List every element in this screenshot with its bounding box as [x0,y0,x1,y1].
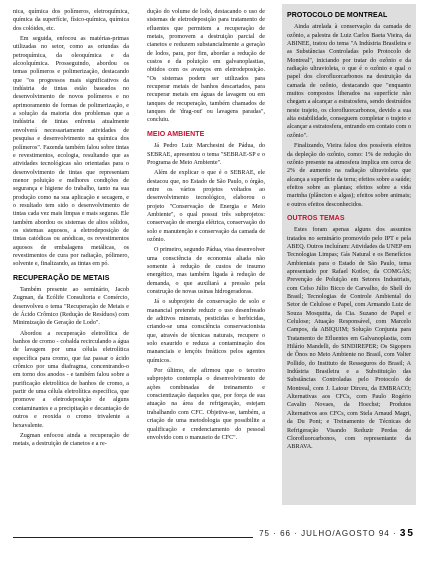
paragraph: Também presente ao seminário, Jacob Zugman, da Ecólife Consultoria e Comércio, desenvolveu o tema "Recuperação de Metais e de Ácido Crômico (Redução de Resíduos) com Minimização de Geração de Lodo". [13,287,129,327]
paragraph: Estes foram apenas alguns dos assuntos tratados no seminário promovido pelo IPT e pela ABEQ. Outros incluíram: Atividades da UNEP em Tecnologias Limpas; Gás Natural e os Benefícios Ambientais para o Estado de São Paulo, tema apresentado por Rafael Kotlov, da COMGÁS; Prevenção de Poluição em Setores Industriais, com Celso Júlio Bicco de Carvalho, do Shell do Brasil; Tecnologias de Controle Ambiental do Setor de Celulose e Papel, com Armando Luiz de Souza Mosquitta, da Cia. Suzano de Papel e Celulose; Atuação Responsável, com Marcelo Campos, da ABIQUIM; Solução Conjunta para Tratamento de Efluentes em Galvanoplastia, com Hilário Mandelli, do SINDIREPER; Os Sigopers de Ônos no Meio Ambiente no Brasil, com Valter Pollido, do Instituto de Resseguros do Brasil; A Indústria Brasileira e a Substituição das Substâncias Controladas pelo Protocolo de Montreal, com J. Latour Dirceu, da EMBRACO; Alternativas aos CFCs, com Paulo Rogério Cavalin Novaes, da Hoechst; Produtos Alternativos aos CFCs, com Stela Arnaud Magri, da Du Pont; e Treinamento de Técnicas de Refrigeração Visando Reduzir Perdas de Clorofluorcarbonos, com representante da ABRAVA. [287,227,411,451]
paragraph: Abordou a recuperação eletrolítica de banhos de cromo - cobalda recirculando a água de lavagem por uma célula eletrolítica específica para cromo, que faz passar o ácido crômico por uma diafragma, concentrando-o em torno dos anodos - e também falou sobre a purificação eletrolítica de banhos de cromo, a partir de uma célula eletrolítica específica, que promove a eletrodeposição de alguns contaminantes e a precipitação e decantação de outros e reoxida o cromo trivalente a hexavalente. [13,330,129,429]
paragraph: nica, química dos polímeros, eletroquímica, química da superfície, físico-química, química dos colóides, etc. [13,9,129,32]
page-number: 35 [399,528,415,539]
paragraph: Já Pedro Luiz Marchesini de Pádua, do SEBRAE, apresentou o tema "SEBRAE-SP e o Programa de Meio Ambiente". [147,143,265,166]
footer-issue [253,528,415,539]
paragraph: Finalizando, Vieira falou dos possíveis efeitos da depleção do ozônio, como: 1% de redução do ozônio presente na atmosfera implica em cerca de 2% de aumento na radiação ultravioleta que alcança a superfície da terra; efeitos sobre a saúde; efeitos sobre as plantas; efeitos sobre a vida marinha (plâncton e algas); efeitos sobre animais; e outros efeitos desconhecidos. [287,143,411,208]
column-2 [147,8,265,444]
paragraph: dução do volume de lodo, destacando o uso de sistemas de eletrodeposição para tratamento de efluentes que permitem a recuperação de metais, promovem a destruição parcial de cianetos e reduzem substancialmente a geração de lodos, para, por fim, abordar a redução de custos e da poluição em galvanoplastias, obtidos com os avanços em eletrodeposição. "Os sistemas podem ser utilizados para recuperar metais de banhos descartados, para recuperar metais em águas de lavagem ou em tanques de recuperação, também chamados de tanques de 'drag-out' ou lavagens paradas", concluiu. [147,9,265,124]
issue-label: 75 · 66 · JULHO/AGOSTO 94 · [259,529,397,538]
paragraph: Zugman enfocou ainda a recuperação de metais, a destruição de cianetos e a re- [13,432,129,448]
column-1 [13,8,129,451]
column-3 [282,8,416,454]
paragraph: Em seguida, enfocou as matérias-primas utilizadas no setor, como as oriundas da petroquímica, da oleoquímica e da alcoolquímica. Prosseguindo, abordou os temas polímeros e polimerização, destacando que "os progressos mais significativos da indústria de tintas estão baseados no desenvolvimento de novos polímeros e no aprimoramento de formas de polimerização, e a solução da maioria dos problemas que a indústria de tintas enfrenta atualmente envolverá necessariamente atividades de pesquisa e desenvolvimento na química dos polímeros". Fazenda também falou sobre tintas e revestimentos, ecologia, resultando que as atividades tecnológicas são orientadas para o desenvolvimento de tintas que representam menor poluição e melhores condições de segurança e higiene do trabalho, tanto na sua produção como na sua aplicação e secagem, e o resultado tem sido o desenvolvimento de tintas cada vez mais limpas e mais seguras. Ele também abordou os sistemas de altos sólidos, os sistemas aquosos, a eletrodeposição de tintas catódicas ou anódicas, os revestimentos aquosos de embalagens metálicas, os revestimentos de cura por radiação, pólimero, solvente e, finalizando, as tintas em pó. [13,36,129,268]
section-heading-recuperacao: RECUPERAÇÃO DE METAIS [13,274,110,282]
section-heading-meio-ambiente: MEIO AMBIENTE [147,130,205,138]
page-footer [0,528,428,544]
paragraph: O primeiro, segundo Pádua, visa desenvolver uma consciência de economia aliada não somente à redução de custos de insumo energético, mas também ligada à redução de demanda, o que auxiliará a pressão pela construção de novas usinas hidrogeradoras. [147,247,265,295]
paragraph: Além de explicar o que é o SEBRAE, ele destacou que, no Estado de São Paulo, o órgão, entre os vários projetos voltados ao desenvolvimento tecnológico, elaborou o projeto "Conservação de Energia e Meio Ambiente", o qual possui três subprojetos: conservação de energia elétrica, conservação do solo e manutenção e conservação da camada de ozônio. [147,170,265,243]
section-heading-protocolo: PROTOCOLO DE MONTREAL [287,12,388,19]
paragraph: Já o subprojeto de conservação de solo e manancial pretende reduzir o uso desenfreado de aditivos minerais, pesticidas e herbicidas, criando-se uma consciência conservacionista que, através de técnicas naturais, recupere o solo exaurido e reduza a contaminação dos mananciais e lençóis freáticos pelos agentes químicos. [147,299,265,364]
paragraph: Ainda atrelada à conservação da camada de ozônio, a palestra de Luiz Carlos Baeta Vieira, da ABINEE, tratou do tema "A Indústria Brasileira e as Substâncias Controladas pelo Protocolo de Montreal", iniciando por tratar do ozônio e da radiação ultravioleta, o que é o ozônio e qual o papel dos clorofluorcarbonos na destruição da camada de ozônio, destacando que "enquanto muitos compostos liberados na superfície não chegam a alcançar a estratosfera, sendo destruídos neste trajeto, os clorofluorcarbonos, devido a sua alta estabilidade, conseguem completar o trajeto e alcançar a estratosfera, entrando em contato com o ozônio". [287,24,411,139]
paragraph: Por último, ele afirmou que o terceiro subprojeto contempla o desenvolvimento de ações combinadas de treinamento e conscientização daqueles que, por força de sua atuação na área de refrigeração, estejam trabalhando com CFC. Objetiva-se, também, a criação de uma metodologia que possibilite a qualificação e credenciamento do pessoal envolvido com o manuseio de CFC". [147,368,265,441]
section-heading-outros-temas: OUTROS TEMAS [287,214,345,222]
